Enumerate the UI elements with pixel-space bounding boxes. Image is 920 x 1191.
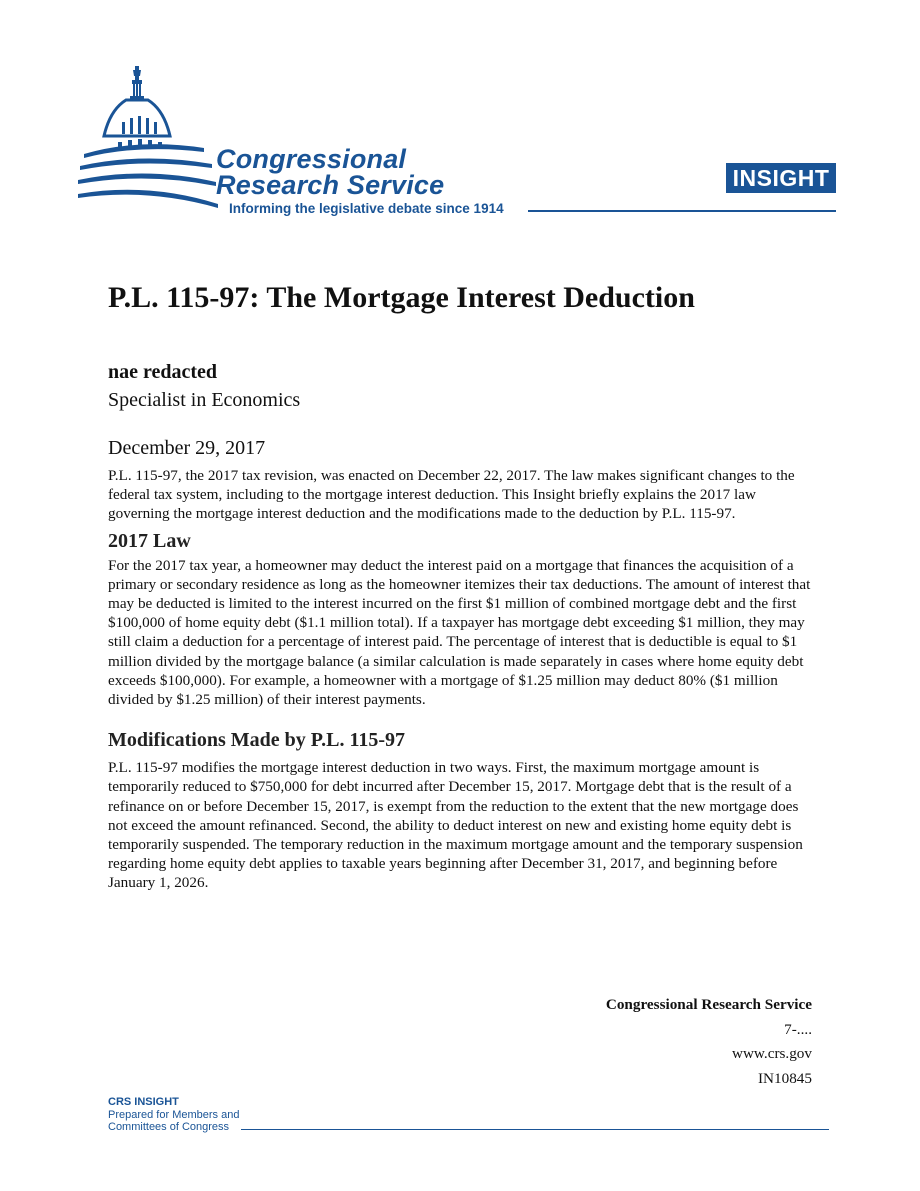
crs-website-link[interactable]: www.crs.gov: [731, 1045, 812, 1062]
publication-date: December 29, 2017: [108, 437, 266, 459]
brand-name-line2: Research Service: [216, 170, 445, 200]
crs-logo: [78, 66, 838, 226]
section-text-2017-law: For the 2017 tax year, a homeowner may deduct the interest paid on a mortgage that finances the acquisition of a primary or secondary residence as long as the homeowner itemizes their tax deductions. The amount of interest that may be deducted is limited to the interest incurred on the first $1 million of combined mortgage debt and the first $100,000 of home equity debt ($1.1 million total). If a taxpayer has mortgage debt exceeding $1 million, they may still claim a deduction for a percentage of interest paid. The percentage of interest that is deductible is equal to $1 million divided by the mortgage balance (a similar calculation is made separately in cases where home equity debt exceeds $100,000). For example, a homeowner with a mortgage of $1.25 million may deduct 80% ($1 million divided by $1.25 million) of their interest payments.: [108, 556, 811, 709]
footer-divider: [241, 1129, 829, 1130]
capitol-dome-icon: [78, 66, 228, 216]
report-body: [108, 466, 813, 893]
footer-line1: Prepared for Members and: [108, 1108, 240, 1121]
page-footer: [108, 1096, 239, 1134]
section-heading-2017-law: 2017 Law: [108, 529, 191, 552]
author-name: nae redacted: [108, 361, 218, 383]
brand-name-line1: Congressional: [216, 144, 407, 174]
section-heading-modifications: Modifications Made by P.L. 115-97: [108, 729, 406, 752]
crs-report-id: IN10845: [758, 1069, 812, 1087]
crs-org-name: Congressional Research Service: [605, 996, 812, 1013]
page-title: P.L. 115-97: The Mortgage Interest Deduction: [108, 281, 695, 314]
crs-number: 7-....: [784, 1020, 812, 1038]
author-role: Specialist in Economics: [108, 389, 301, 411]
tagline-divider: [528, 210, 836, 212]
footer-line2: Committees of Congress: [108, 1121, 230, 1133]
crs-info-block: [606, 993, 812, 1091]
brand-tagline: Informing the legislative debate since 1914: [229, 201, 504, 216]
insight-badge: INSIGHT: [726, 163, 836, 193]
footer-label: CRS INSIGHT: [108, 1096, 179, 1108]
section-text-modifications: P.L. 115-97 modifies the mortgage interest deduction in two ways. First, the maximum mortgage amount is temporarily reduced to $750,000 for debt incurred after December 15, 2017. Mortgage debt that is the result of a refinance on or before December 15, 2017, is exempt from the reduction to the extent that the new mortgage does not exceed the amount refinanced. Second, the ability to deduct interest on new and existing home equity debt is temporarily suspended. The temporary reduction in the maximum mortgage amount and the temporary suspension regarding home equity debt applies to taxable years beginning after December 31, 2017, and beginning before January 1, 2026.: [108, 759, 803, 892]
intro-paragraph: P.L. 115-97, the 2017 tax revision, was enacted on December 22, 2017. The law makes significant changes to the federal tax system, including to the mortgage interest deduction. This Insight briefly explains the 2017 law governing the mortgage interest deduction and the modifications made to the deduction by P.L. 115-97.: [108, 467, 795, 523]
